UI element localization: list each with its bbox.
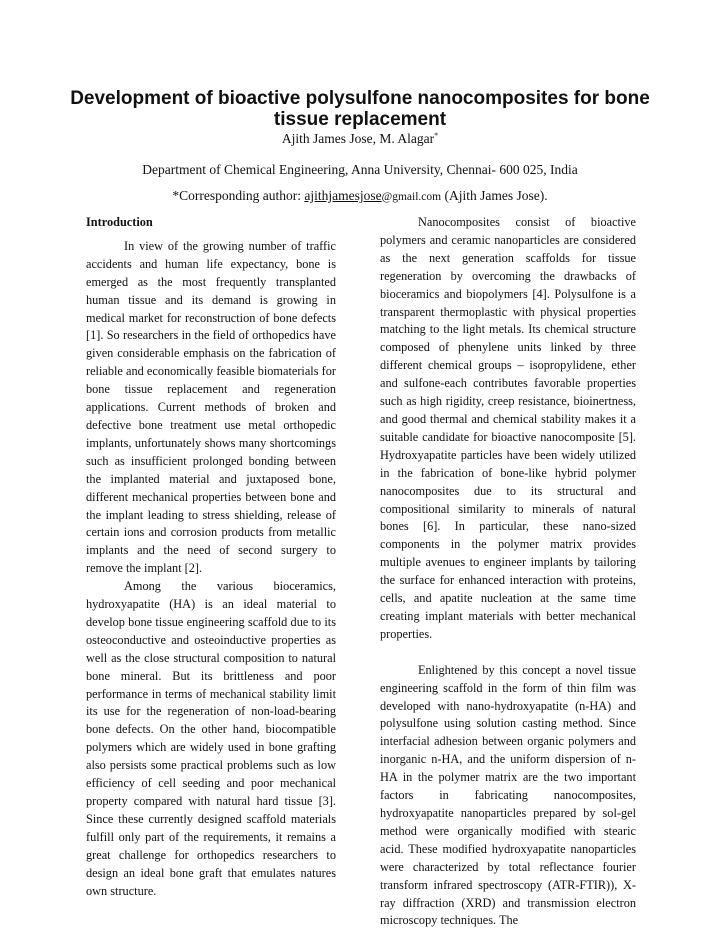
email-domain: @gmail.com <box>381 191 442 203</box>
paper-title: Development of bioactive polysulfone nanocomposites for bone tissue replacement <box>70 88 650 130</box>
author-line <box>0 131 720 147</box>
right-column <box>380 214 636 930</box>
author-names: Ajith James Jose, M. Alagar <box>281 131 435 146</box>
email-link[interactable]: ajithjamesjose <box>304 188 382 203</box>
corresponding-prefix: *Corresponding author: <box>172 188 305 203</box>
body-paragraph: Nanocomposites consist of bioactive polymers and ceramic nanoparticles are considered as the next generation scaffolds for tissue regeneration by overcoming the drawbacks of bioceramics and biopolymers [4]. Polysulfone is a transparent thermoplastic with physical properties matching to the light metals. Its chemical structure composed of phenylene units linked by three different chemical groups – isopropylidene, ether and sulfone-each contributes favorable properties such as high rigidity, creep resistance, bioinertness, and good thermal and chemical stability makes it a suitable candidate for bioactive nanocomposite [5]. Hydroxyapatite particles have been widely utilized in the fabrication of bone-like hybrid polymer nanocomposites due to its structural and compositional similarity to minerals of natural bones [6]. In particular, these nano-sized components in the polymer matrix provides multiple avenues to engineer implants by tailoring the surface for enhanced interaction with proteins, cells, and apatite nucleation at the same time creating implant materials with better mechanical properties. <box>380 215 636 641</box>
corresponding-author-mark: * <box>434 131 439 140</box>
body-paragraph: Among the various bioceramics, hydroxyapatite (HA) is an ideal material to develop bone tissue engineering scaffold due to its osteoconductive and osteoinductive properties as well as the close structural composition to natural bone mineral. But its brittleness and poor performance in terms of mechanical stability limit its use for the regeneration of non-load-bearing bone defects. On the other hand, biocompatible polymers which are widely used in bone grafting also persists some practical problems such as low efficiency of cell seeding and poor mechanical property compared with natural hard tissue [3]. Since these currently designed scaffold materials fulfill only part of the requirements, it remains a great challenge for orthopedics researchers to design an ideal bone graft that emulates natures own structure. <box>86 579 336 898</box>
body-paragraph: Enlightened by this concept a novel tissue engineering scaffold in the form of thin film was developed with nano-hydroxyapatite (n-HA) and polysulfone using solution casting method. Since interfacial adhesion between organic polymers and inorganic n-HA, and the uniform dispersion of n-HA in the polymer matrix are the two important factors in fabricating nanocomposites, hydroxyapatite nanoparticles prepared by sol-gel method were organically modified with stearic acid. These modified hydroxyapatite nanoparticles were characterized by total reflectance fourier transform infrared spectroscopy (ATR-FTIR)), X-ray diffraction (XRD) and transmission electron microscopy techniques. The <box>380 662 636 928</box>
corresponding-author-line <box>0 188 720 205</box>
affiliation: Department of Chemical Engineering, Anna University, Chennai- 600 025, India <box>142 162 578 177</box>
left-column <box>86 214 336 900</box>
body-paragraph: In view of the growing number of traffic accidents and human life expectancy, bone is emerged as the most frequently transplanted human tissue and its demand is growing in medical market for reconstruction of bone defects [1]. So researchers in the field of orthopedics have given considerable emphasis on the fabrication of reliable and economically feasible biomaterials for bone tissue replacement and regeneration applications. Current methods of broken and defective bone treatment use metal orthopedic implants, unfortunately shows many shortcomings such as insufficient prolonged bonding between the implanted material and juxtaposed bone, different mechanical properties between bone and the implant leading to stress shielding, release of certain ions and corrosion products from metallic implants and the need of second surgery to remove the implant [2]. <box>86 238 336 576</box>
section-heading-introduction: Introduction <box>86 215 153 229</box>
corresponding-suffix: (Ajith James Jose). <box>441 188 548 203</box>
